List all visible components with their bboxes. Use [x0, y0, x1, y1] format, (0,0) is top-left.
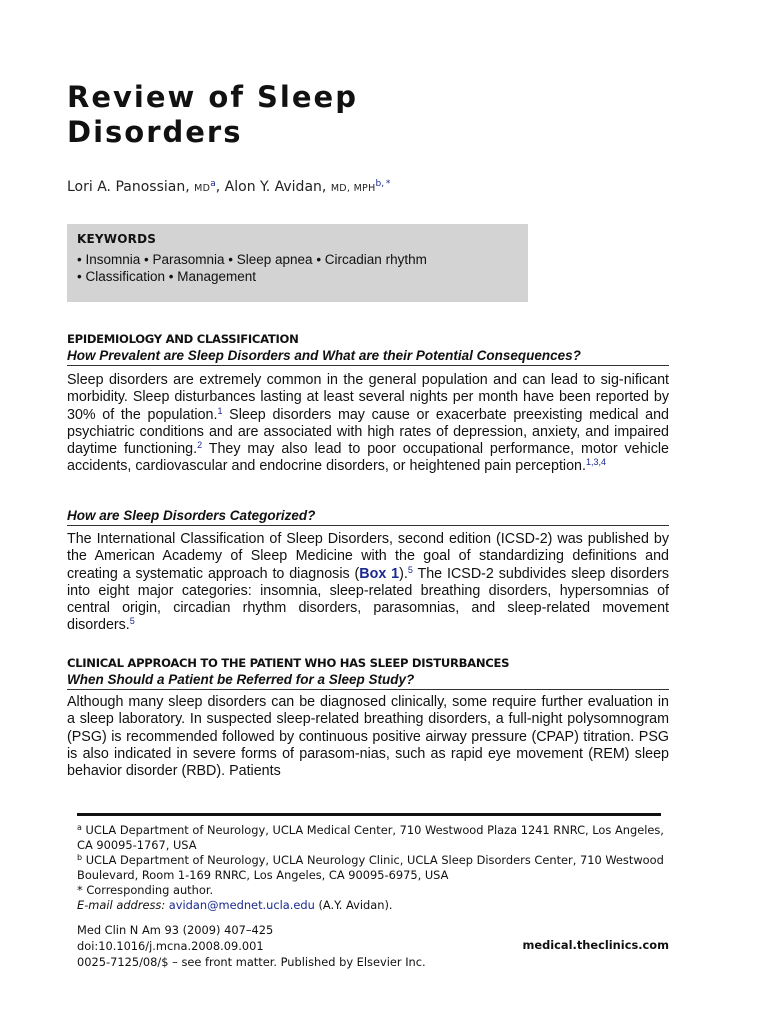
- para1-text-c: They may also lead to poor occupational performance, motor vehicle accidents, cardiovascular and endocrine disorders, or heightened pain perception.: [67, 441, 669, 475]
- publication-meta: [77, 922, 426, 970]
- author-2-name: Alon Y. Avidan,: [224, 179, 331, 195]
- keywords-box: [67, 224, 528, 302]
- email-suffix: (A.Y. Avidan).: [314, 898, 393, 912]
- citation-ref-2[interactable]: 2: [197, 440, 203, 451]
- subheading-prevalence: How Prevalent are Sleep Disorders and What are their Potential Consequences?: [67, 348, 669, 366]
- paragraph-prevalence: [67, 372, 669, 476]
- subheading-referral: When Should a Patient be Referred for a Sleep Study?: [67, 672, 669, 690]
- para2-text-b: ).: [399, 565, 408, 582]
- author-2-degree: MD, MPH: [330, 183, 376, 194]
- email-label: E-mail address:: [77, 898, 166, 912]
- footnote-affiliation-a: [77, 823, 667, 853]
- title-line-2: Disorders: [67, 115, 243, 149]
- section-heading-clinical-approach: CLINICAL APPROACH TO THE PATIENT WHO HAS SLEEP DISTURBANCES: [67, 656, 510, 670]
- doi: doi:10.1016/j.mcna.2008.09.001: [77, 939, 264, 953]
- footnote-affiliation-b: [77, 853, 667, 883]
- author-separator: ,: [215, 179, 225, 195]
- keywords-heading: KEYWORDS: [77, 232, 157, 246]
- article-title: [67, 80, 427, 150]
- footnote-mark-a: a: [77, 823, 82, 832]
- section-heading-epidemiology: EPIDEMIOLOGY AND CLASSIFICATION: [67, 332, 299, 346]
- keywords-line-2: • Classification • Management: [77, 269, 257, 284]
- author-2-affiliation[interactable]: b, *: [375, 179, 391, 189]
- footnote-corresponding: * Corresponding author.: [77, 883, 214, 897]
- author-line: [67, 179, 390, 195]
- footnote-a-text: UCLA Department of Neurology, UCLA Medical Center, 710 Westwood Plaza 1241 RNRC, Los Angeles, CA 90095-1767, USA: [77, 823, 664, 852]
- keywords-line-1: • Insomnia • Parasomnia • Sleep apnea • Circadian rhythm: [77, 252, 427, 267]
- footnote-b-text: UCLA Department of Neurology, UCLA Neurology Clinic, UCLA Sleep Disorders Center, 710 Westwood Boulevard, Room 1-169 RNRC, Los Angeles, CA 90095-6975, USA: [77, 853, 664, 882]
- para2-text-c: The ICSD-2 subdivides sleep disorders into eight major categories: insomnia, sleep-related breathing disorders, hypersomnias of central origin, circadian rhythm disorders, parasomnias, and sleep-related movement disorders.: [67, 565, 670, 634]
- para2-text-a: The International Classification of Sleep Disorders, second edition (ICSD-2) was published by the American Academy of Sleep Medicine with the goal of standardizing definitions and creating a systematic approach to diagnosis (: [67, 531, 669, 582]
- para1-text-b: Sleep disorders may cause or exacerbate preexisting medical and psychiatric conditions and are associated with high rates of depression, anxiety, and impaired daytime functioning.: [67, 406, 669, 458]
- subheading-categorized: How are Sleep Disorders Categorized?: [67, 508, 669, 526]
- email-link[interactable]: avidan@mednet.ucla.edu: [168, 898, 315, 912]
- paragraph-classification: [67, 531, 669, 635]
- citation-ref-1[interactable]: 1: [217, 405, 223, 416]
- issn-line: 0025-7125/08/$ – see front matter. Published by Elsevier Inc.: [77, 955, 426, 969]
- author-1-affiliation[interactable]: a: [210, 179, 216, 189]
- journal-website[interactable]: medical.theclinics.com: [522, 938, 669, 952]
- citation-ref-5-b[interactable]: 5: [129, 616, 135, 627]
- citation-ref-5[interactable]: 5: [407, 564, 413, 575]
- footnote-divider: [77, 813, 661, 816]
- paragraph-referral: Although many sleep disorders can be diagnosed clinically, some require further evaluation in a sleep laboratory. In suspected sleep-related breathing disorders, a full-night polysomnogram (PSG) is recommended followed by continuous positive airway pressure (CPAP) titration. PSG is also indicated in severe forms of parasom-nias, such as rapid eye movement (REM) sleep behavior disorder (RBD). Patients: [67, 694, 669, 780]
- title-line-1: Review of Sleep: [67, 80, 358, 114]
- box-1-link[interactable]: Box 1: [359, 565, 400, 582]
- author-1-name: Lori A. Panossian,: [67, 179, 195, 195]
- author-1-degree: MD: [194, 183, 211, 194]
- citation-ref-1-3-4[interactable]: 1,3,4: [585, 457, 607, 468]
- footnote-email: [77, 898, 667, 913]
- footnote-mark-b: b: [77, 853, 83, 862]
- journal-citation: Med Clin N Am 93 (2009) 407–425: [77, 923, 274, 937]
- para1-text-a: Sleep disorders are extremely common in the general population and can lead to sig-nificant morbidity. Sleep disturbances lasting at least several nights per month have been reported by 30% of the population.: [67, 372, 669, 423]
